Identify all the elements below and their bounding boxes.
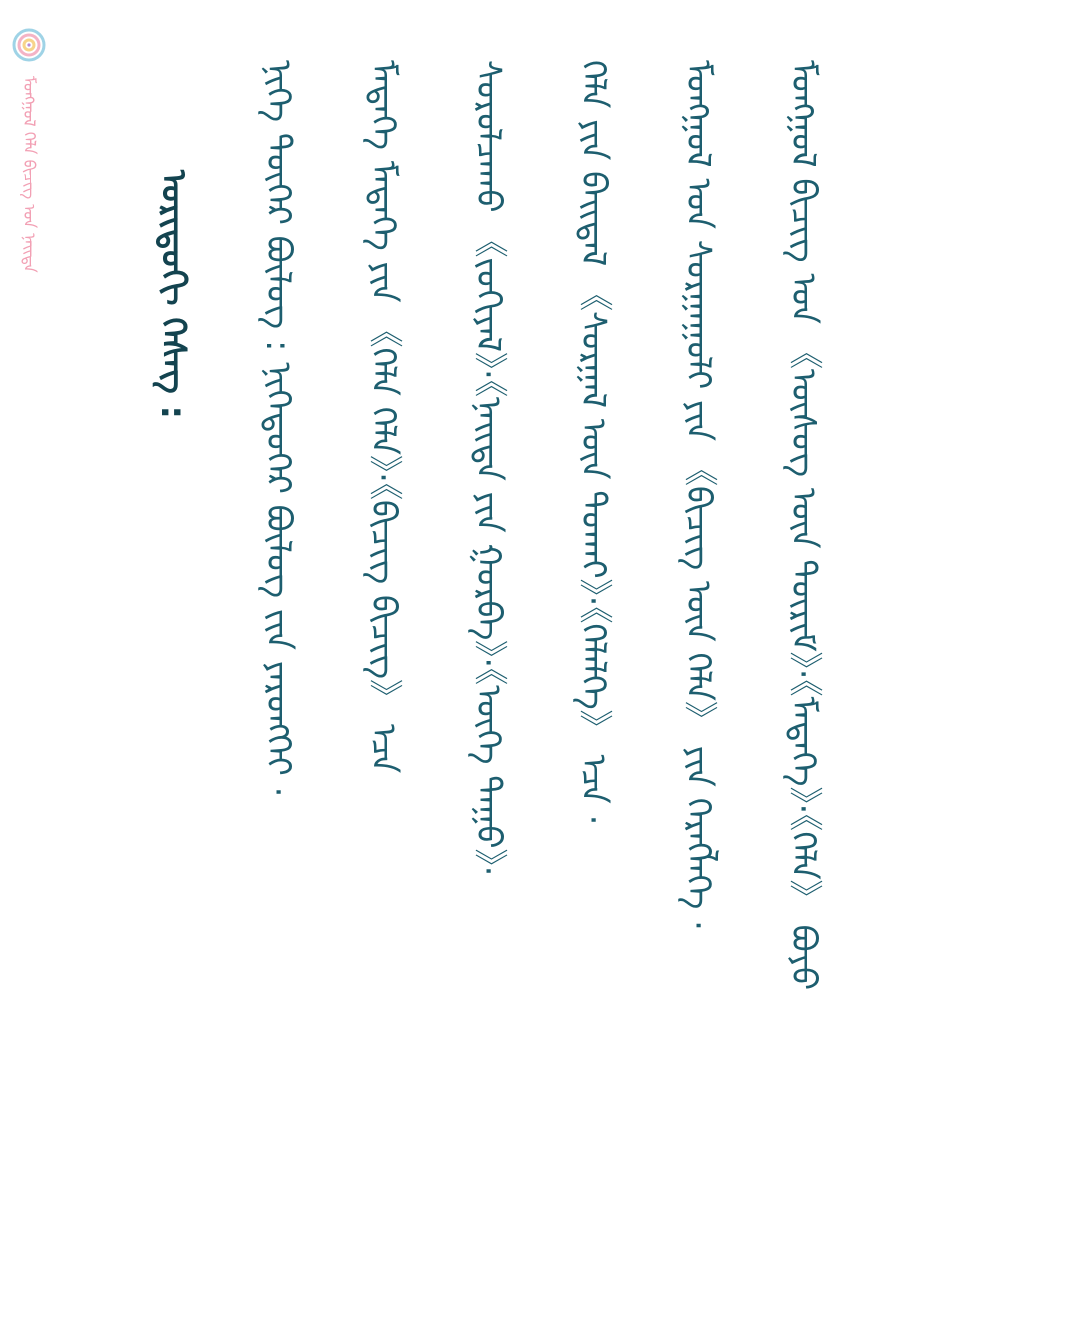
section-heading: ᠤᠷᠢᠳᠤᠬᠢ ᠬᠡᠰᠡᠭ : (153, 170, 193, 420)
mongolian-text-body (120, 60, 960, 1210)
text-column-2: ᠮᠡᠳᠡᠭᠡ ᠮᠡᠳᠡᠭᠡ ᠶᠢᠨ 《ᠬᠡᠯᠡ ᠬᠡᠯᠡ》·《ᠪᠢᠴᠢᠭ ᠪᠢᠴᠢᠭ》 ᠡᠴᠡ (363, 60, 403, 774)
text-column-6: ᠮᠣᠩᠭᠣᠯ ᠪᠢᠴᠢᠭ ᠤᠨ 《ᠦᠰᠦᠭ ᠦᠨ ᠳᠦᠷᠢᠮ》·《ᠮᠡᠳᠡᠭᠡ》·《ᠬᠡᠯᠡ》 ᠪᠤᠶᠤ (783, 60, 823, 991)
watermark (6, 28, 54, 428)
text-column-3: ᠰᠤᠷᠤᠯᠴᠠᠬᠤ 《ᠵᠣᠬᠢᠶᠠᠯ》·《ᠨᠡᠢᠲᠡ ᠶᠢᠨ ᠭᠤᠷᠪᠠ》·《ᠦᠭᠡ ᠳᠠᠭᠤ》· (468, 60, 508, 877)
spiral-logo-icon (12, 28, 46, 62)
text-column-5: ᠮᠣᠩᠭᠣᠯ ᠤᠨ ᠰᠤᠷᠭᠠᠭᠤᠯᠢ ᠶᠢᠨ 《ᠪᠢᠴᠢᠭ ᠦᠨ ᠬᠡᠯᠡ》 ᠶᠢᠨ ᠬᠡᠷᠡᠭᠯᠡᠭᠡ · (678, 60, 718, 931)
text-column-4: ᠬᠡᠯᠡ ᠶᠢᠨ ᠪᠠᠢᠳᠠᠯ 《ᠰᠤᠷᠭᠠᠯ ᠦᠨ ᠲᠤᠬᠠᠢ》·《ᠬᠡᠯᠡᠯᠭᠡ》 ᠡᠴᠡ · (573, 60, 613, 826)
text-column-1: ᠨᠢᠭᠡ ᠳᠦᠭᠡᠷ ᠪᠦᠯᠦᠭ : ᠨᠢᠭᠡᠳᠦᠭᠡᠷ ᠪᠦᠯᠦᠭ ᠵᠢᠨ ᠶᠡᠷᠦᠩᠬᠡᠢ · (258, 60, 298, 798)
watermark-text: ᠮᠣᠩᠭᠣᠯ ᠬᠡᠯᠡ ᠪᠢᠴᠢᠭ ᠤᠨ ᠨᠡᠢᠲᠡ (20, 76, 39, 273)
